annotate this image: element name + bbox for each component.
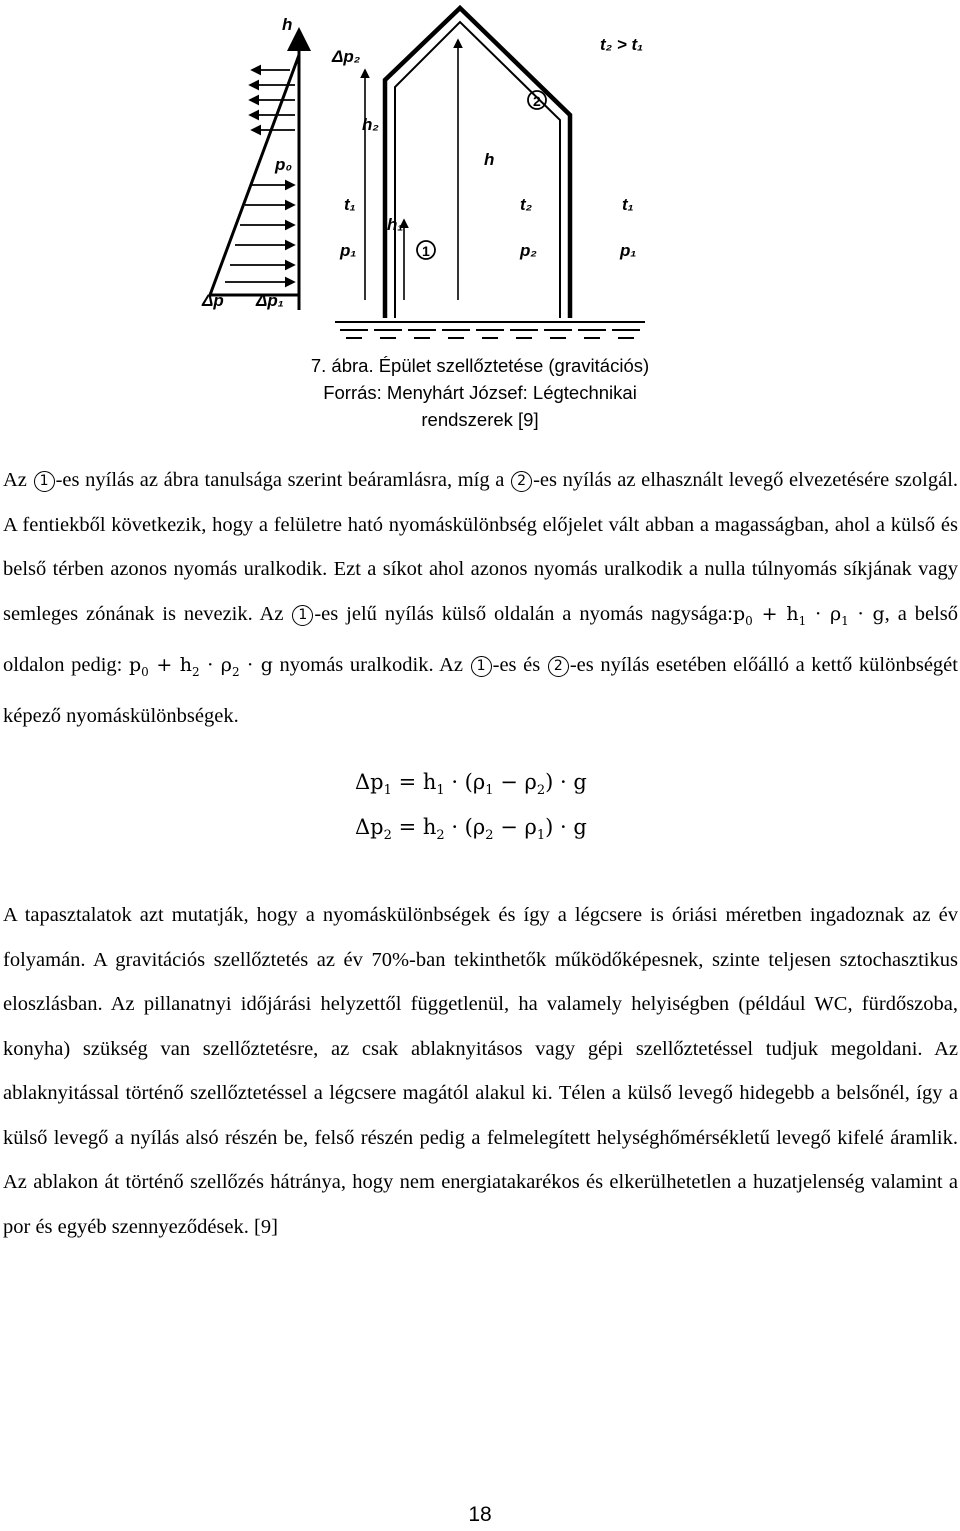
- diagram-svg: [190, 0, 660, 345]
- paragraph-2: A tapasztalatok azt mutatják, hogy a nyomáskülönbségek és így a légcsere is óriási méretben ingadoznak az év folyamán. A gravitációs szellőztetés az év 70%-ban tekinthetők működőképesnek, szinte teljesen sztochasztikus eloszlásban. Az pillanatnyi időjárási helyzettől függetlenül, ha valamely helyiségben (például WC, fürdőszoba, konyha) szükség van szellőztetésre, az csak ablaknyitásos vagy gépi szellőztetéssel tudjuk megoldani. Az ablaknyitással történő szellőztetéssel a légcsere magától alakul ki. Télen a külső levegő hidegebb a belsőnél, így a külső levegő a nyílás alsó részén be, felső részén pedig a felmelegített helységhőmérsékletű levegő kifelé áramlik. Az ablakon át történő szellőzés hátránya, hogy nem energiatakarékos és elkerülhetetlen a huzatjelenség valamint a por és egyéb szennyeződések. [9]: [3, 904, 958, 1238]
- circled-number-2b: 2: [548, 656, 569, 677]
- label-t1-left: t₁: [344, 195, 356, 214]
- label-p1-left: p₁: [340, 241, 357, 260]
- label-dp: Δp: [202, 291, 224, 310]
- label-p1-right: p₁: [620, 241, 637, 260]
- label-h-axis: h: [282, 15, 293, 34]
- circled-number-1: 1: [34, 471, 55, 492]
- ground-hatch: [335, 322, 645, 338]
- figure-caption: [180, 352, 780, 433]
- pressure-triangle: [210, 55, 299, 295]
- building-outline: [385, 8, 570, 318]
- label-t1-right: t₁: [622, 195, 634, 214]
- p1-text-a: Az: [3, 469, 27, 491]
- p1-text-b: -es nyílás az ábra tanulsága szerint beáramlásra, míg a: [55, 469, 505, 491]
- caption-line-3: rendszerek [9]: [421, 409, 539, 430]
- p1-text-g: -es és: [492, 653, 541, 676]
- opening-2-label: 2: [533, 93, 541, 109]
- caption-line-1: 7. ábra. Épület szellőztetése (gravitációs): [310, 355, 650, 376]
- ventilation-diagram: [190, 0, 660, 345]
- p1-text-e: , a belső oldalon pedig:: [3, 602, 958, 676]
- p1-text-c: -es nyílás az elhasznált levegő elvezetésére szolgál. A fentiekből következik, hogy a felületre ható nyomáskülönbség előjelet vált abban a magasságban, ahol a külső és belső térben azonos nyomás uralkodik. Ezt a síkot ahol azonos nyomás uralkodik a nulla túlnyomás síkjának vagy semleges zónának is nevezik. Az: [3, 469, 959, 625]
- circled-number-1c: 1: [471, 656, 492, 677]
- pressure-arrows: [225, 70, 295, 282]
- p1-text-f: nyomás uralkodik. Az: [272, 653, 463, 676]
- label-h2: h₂: [362, 115, 379, 134]
- label-t2-mid: t₂: [520, 195, 533, 214]
- p1-text-d: -es jelű nyílás külső oldalán a nyomás nagysága:: [314, 602, 733, 625]
- caption-line-2: Forrás: Menyhárt József: Légtechnikai: [323, 382, 637, 403]
- equation-2: $\Delta p_2 = h_2 \cdot (\rho_2 - \rho_1) \cdot g$: [355, 815, 587, 844]
- label-h1: h₁: [387, 215, 404, 234]
- label-t2-gt-t1: t₂ > t₁: [600, 35, 644, 54]
- label-dp1: Δp₁: [256, 291, 284, 310]
- formula-outer: $p_0 + h_1 \cdot \rho_1 \cdot g$: [732, 602, 885, 628]
- building-inner-wall: [395, 22, 560, 318]
- equation-1: $\Delta p_1 = h_1 \cdot (\rho_1 - \rho_2) \cdot g$: [355, 770, 587, 799]
- label-dp2: Δp₂: [332, 47, 361, 66]
- p1-text-h: -es nyílás esetében előálló a kettő különbségét képező nyomáskülönbségek.: [3, 653, 958, 728]
- page-number: 18: [468, 1503, 492, 1526]
- label-p2-mid: p₂: [520, 241, 537, 260]
- paragraph-1: [3, 458, 958, 739]
- formula-inner: $p_0 + h_2 \cdot \rho_2 \cdot g$: [128, 653, 273, 679]
- circled-number-1b: 1: [292, 605, 313, 626]
- label-h-mid: h: [484, 150, 495, 169]
- label-p0: p₀: [275, 155, 293, 174]
- circled-number-2: 2: [511, 471, 532, 492]
- opening-1-label: 1: [422, 243, 430, 259]
